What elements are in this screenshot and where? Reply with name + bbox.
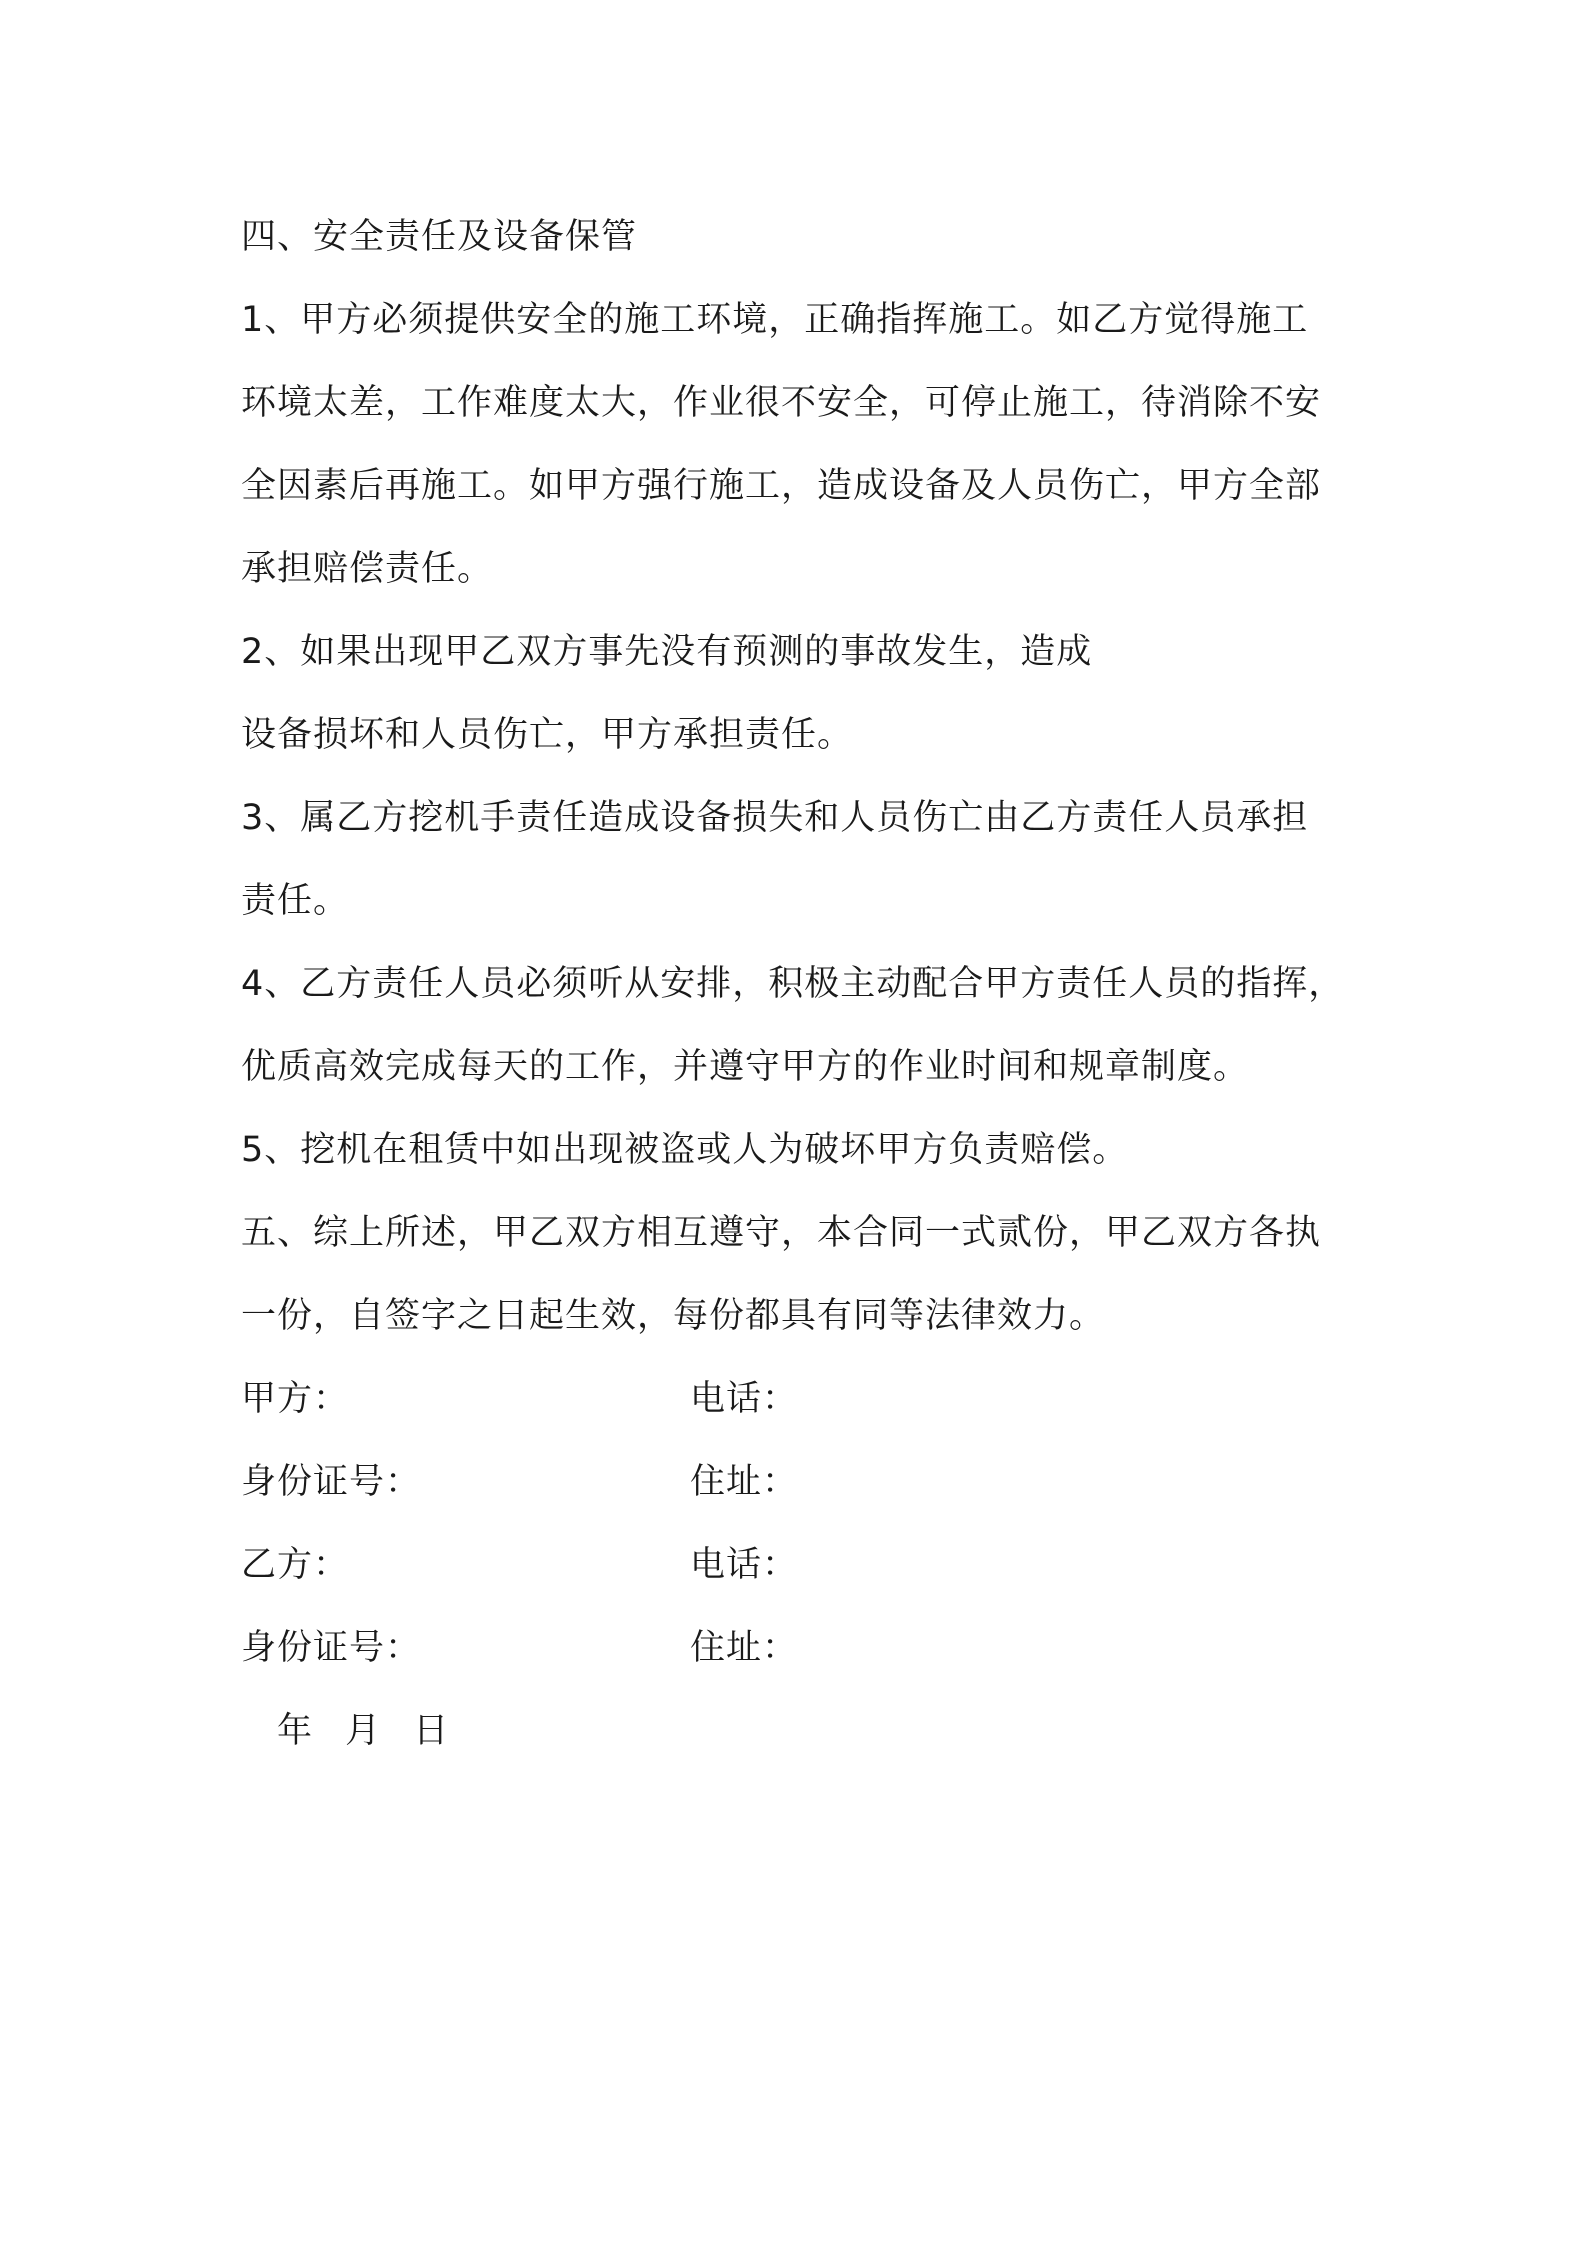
- clause-4-line: 优质高效完成每天的工作，并遵守甲方的作业时间和规章制度。: [241, 1047, 1250, 1087]
- clause-2: [241, 611, 1371, 777]
- clause-1: [241, 279, 1371, 611]
- clause-5: [241, 1109, 1371, 1192]
- section-five-line: 五、综上所述，甲乙双方相互遵守，本合同一式贰份，甲乙双方各执: [241, 1213, 1322, 1253]
- section-five-line: 一份，自签字之日起生效，每份都具有同等法律效力。: [241, 1296, 1106, 1336]
- party-a-row: [241, 1358, 1371, 1441]
- party-b-row: [241, 1524, 1371, 1607]
- clause-1-line: 承担赔偿责任。: [241, 549, 494, 589]
- clause-2-line: 2、如果出现甲乙双方事先没有预测的事故发生，造成: [241, 632, 1093, 672]
- party-a-label: 甲方：: [241, 1379, 350, 1419]
- party-b-id-label: 身份证号：: [241, 1628, 422, 1668]
- party-b-label: 乙方：: [241, 1545, 350, 1585]
- clause-1-line: 1、甲方必须提供安全的施工环境，正确指挥施工。如乙方觉得施工: [241, 300, 1309, 340]
- party-a-id-label: 身份证号：: [241, 1462, 422, 1502]
- date-line: 年 月 日: [277, 1711, 450, 1751]
- party-b-address-label: 住址：: [690, 1628, 799, 1668]
- clause-4-line: 4、乙方责任人员必须听从安排，积极主动配合甲方责任人员的指挥，: [241, 964, 1345, 1004]
- contract-body: [241, 196, 1371, 1773]
- clause-3-line: 3、属乙方挖机手责任造成设备损失和人员伤亡由乙方责任人员承担: [241, 798, 1309, 838]
- party-b-id-row: [241, 1607, 1371, 1690]
- party-a-address-label: 住址：: [690, 1462, 799, 1502]
- clause-3-line: 责任。: [241, 881, 350, 921]
- clause-1-line: 全因素后再施工。如甲方强行施工，造成设备及人员伤亡，甲方全部: [241, 466, 1322, 506]
- clause-5-line: 5、挖机在租赁中如出现被盗或人为破坏甲方负责赔偿。: [241, 1130, 1129, 1170]
- section-five: [241, 1192, 1371, 1358]
- party-b-phone-label: 电话：: [690, 1545, 799, 1585]
- section-four-heading: 四、安全责任及设备保管: [241, 217, 638, 257]
- party-a-id-row: [241, 1441, 1371, 1524]
- clause-4: [241, 943, 1371, 1109]
- clause-1-line: 环境太差，工作难度太大，作业很不安全，可停止施工，待消除不安: [241, 383, 1322, 423]
- clause-2-line: 设备损坏和人员伤亡，甲方承担责任。: [241, 715, 854, 755]
- party-a-phone-label: 电话：: [690, 1379, 799, 1419]
- signature-block: [241, 1358, 1371, 1690]
- clause-3: [241, 777, 1371, 943]
